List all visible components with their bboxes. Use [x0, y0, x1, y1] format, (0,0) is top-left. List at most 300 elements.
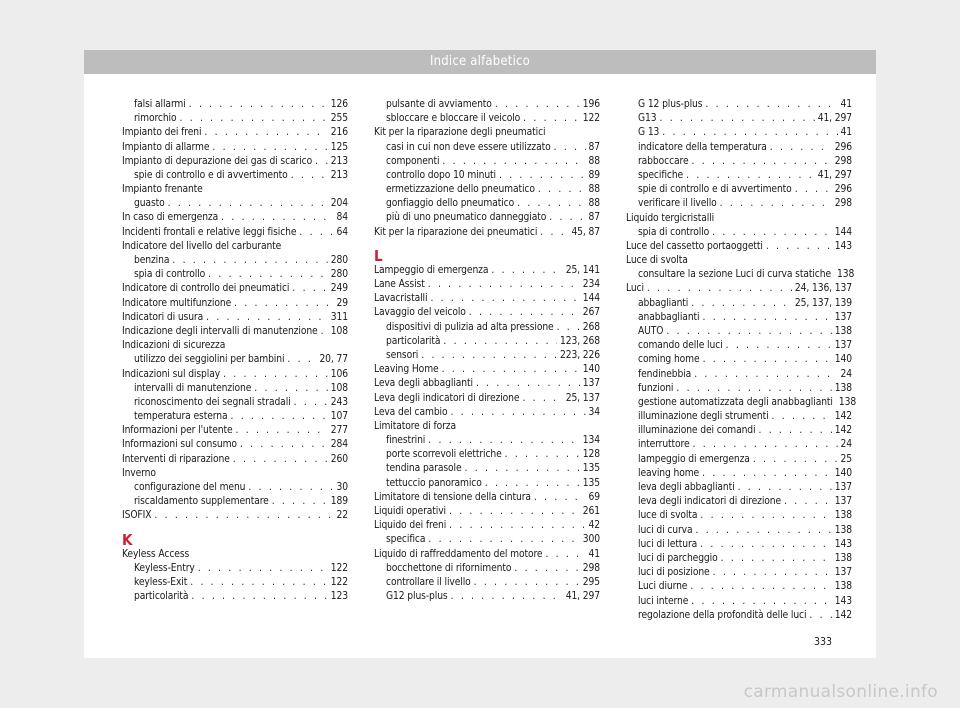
entry-page-ref: 143: [834, 538, 852, 550]
entry-text: Indicatore di controllo dei pneumatici: [122, 283, 290, 295]
entry-page-ref: 268: [582, 321, 600, 333]
entry-text: Indicazioni sul display: [122, 368, 221, 380]
dot-leader: [766, 240, 832, 254]
entry-page-ref: 204: [330, 198, 348, 210]
dot-leader: [221, 211, 333, 225]
dot-leader: [517, 197, 585, 211]
index-entry: [374, 491, 600, 505]
dot-leader: [451, 406, 586, 420]
entry-page-ref: 280: [330, 269, 348, 281]
entry-text: riscaldamento supplementare: [134, 496, 269, 508]
entry-page-ref: 107: [330, 411, 348, 423]
entry-page-ref: 30: [336, 482, 348, 494]
dot-leader: [272, 495, 328, 509]
dot-leader: [691, 595, 832, 609]
dot-leader: [315, 155, 328, 169]
index-subentry: [626, 297, 852, 311]
entry-page-ref: 135: [582, 477, 600, 489]
entry-page-ref: 41, 297: [565, 591, 600, 603]
entry-page-ref: 137: [582, 378, 600, 390]
entry-page-ref: 88: [588, 155, 600, 167]
dot-leader: [465, 462, 580, 476]
page-header: [84, 50, 876, 74]
index-entry: [374, 278, 600, 292]
entry-page-ref: 34: [588, 406, 600, 418]
dot-leader: [294, 396, 328, 410]
entry-page-ref: 140: [834, 467, 852, 479]
dot-leader: [784, 495, 832, 509]
index-subentry: [626, 98, 852, 112]
index-subentry: [374, 112, 600, 126]
entry-text: regolazione della profondità delle luci: [638, 609, 807, 621]
entry-page-ref: 260: [330, 453, 348, 465]
entry-text: tendina parasole: [386, 463, 462, 475]
entry-text: Indicatori di usura: [122, 311, 204, 323]
index-entry: [374, 226, 600, 240]
index-subentry: [122, 396, 348, 410]
dot-leader: [223, 368, 328, 382]
index-entry: [374, 406, 600, 420]
index-subentry: [626, 410, 852, 424]
entry-text: illuminazione dei comandi: [638, 425, 756, 437]
index-subentry: [626, 112, 852, 126]
entry-text: Impianto di allarme: [122, 141, 210, 153]
entry-text: funzioni: [638, 382, 674, 394]
entry-page-ref: 234: [582, 279, 600, 291]
entry-page-ref: 108: [330, 325, 348, 337]
entry-text: controllare il livello: [386, 576, 471, 588]
entry-text: illuminazione degli strumenti: [638, 411, 769, 423]
entry-text: Kit per la riparazione dei pneumatici: [374, 226, 538, 238]
entry-text: utilizzo dei seggiolini per bambini: [134, 354, 285, 366]
index-subentry: [122, 562, 348, 576]
entry-text: Interventi di riparazione: [122, 453, 230, 465]
dot-leader: [421, 349, 557, 363]
entry-text: configurazione del menu: [134, 482, 246, 494]
dot-leader: [208, 268, 328, 282]
entry-text: Lampeggio di emergenza: [374, 264, 489, 276]
index-subentry: [626, 439, 852, 453]
dot-leader: [694, 368, 837, 382]
index-heading: Kit per la riparazione degli pneumatici: [374, 127, 546, 139]
dot-leader: [168, 197, 328, 211]
entry-page-ref: 140: [834, 354, 852, 366]
entry-page-ref: 296: [834, 141, 852, 153]
entry-page-ref: 138: [834, 581, 852, 593]
dot-leader: [522, 392, 562, 406]
index-subentry: [626, 538, 852, 552]
index-subentry: [374, 590, 600, 604]
entry-page-ref: 142: [834, 425, 852, 437]
dot-leader: [499, 169, 586, 183]
entry-page-ref: 25, 137, 139: [794, 297, 852, 309]
entry-page-ref: 25, 137: [565, 392, 600, 404]
index-heading: Indicatore del livello del carburante: [122, 240, 282, 252]
dot-leader: [662, 126, 837, 140]
entry-page-ref: 298: [834, 155, 852, 167]
index-subentry: [122, 197, 348, 211]
entry-text: casi in cui non deve essere utilizzato: [386, 141, 551, 153]
entry-text: temperatura esterna: [134, 411, 228, 423]
entry-text: luci di posizione: [638, 567, 710, 579]
entry-page-ref: 87: [588, 212, 600, 224]
entry-page-ref: 29: [336, 297, 348, 309]
dot-leader: [700, 509, 831, 523]
entry-page-ref: 138: [834, 524, 852, 536]
index-subentry: [626, 339, 852, 353]
entry-text: Leva degli abbaglianti: [374, 378, 473, 390]
dot-leader: [236, 424, 328, 438]
entry-text: G12 plus-plus: [386, 591, 448, 603]
dot-leader: [772, 410, 832, 424]
entry-text: spie di controllo e di avvertimento: [134, 169, 288, 181]
dot-leader: [485, 477, 580, 491]
index-subentry: [122, 112, 348, 126]
index-entry: [122, 311, 348, 325]
entry-text: Luci: [626, 283, 644, 295]
dot-leader: [191, 590, 327, 604]
dot-leader: [198, 562, 328, 576]
dot-leader: [523, 112, 580, 126]
entry-page-ref: 45, 87: [571, 226, 600, 238]
index-entry: [122, 439, 348, 453]
entry-text: consultare la sezione Luci di curva statiche: [638, 269, 831, 281]
dot-leader: [442, 155, 585, 169]
index-subentry: [374, 533, 600, 547]
entry-page-ref: 41, 297: [817, 169, 852, 181]
index-subentry: [374, 155, 600, 169]
entry-page-ref: 138: [838, 396, 857, 408]
dot-leader: [292, 282, 327, 296]
entry-page-ref: 298: [834, 198, 852, 210]
index-subentry: [374, 335, 600, 349]
entry-page-ref: 122: [330, 576, 348, 588]
index-entry: [374, 264, 600, 278]
dot-leader: [474, 576, 580, 590]
index-subentry: [374, 197, 600, 211]
entry-page-ref: 126: [330, 98, 348, 110]
index-section-letter: K: [122, 530, 133, 549]
entry-page-ref: 311: [330, 311, 348, 323]
dot-leader: [321, 325, 328, 339]
page-number: 333: [813, 636, 832, 648]
dot-leader: [190, 576, 328, 590]
index-entry: [374, 377, 600, 391]
entry-page-ref: 255: [330, 113, 348, 125]
entry-text: intervalli di manutenzione: [134, 382, 252, 394]
index-subentry: [122, 353, 348, 367]
entry-page-ref: 213: [330, 155, 348, 167]
entry-page-ref: 42: [588, 520, 600, 532]
index-subentry: [626, 396, 857, 410]
entry-page-ref: 142: [834, 411, 852, 423]
index-subentry: [374, 448, 600, 462]
entry-text: finestrini: [386, 435, 426, 447]
entry-text: abbaglianti: [638, 297, 689, 309]
header-title: Indice alfabetico: [429, 54, 531, 69]
entry-text: gonfiaggio dello pneumatico: [386, 198, 515, 210]
entry-page-ref: 123: [330, 591, 348, 603]
index-subentry: [626, 481, 852, 495]
index-subentry: [122, 254, 348, 268]
dot-leader: [428, 533, 579, 547]
entry-text: Leva degli indicatori di direzione: [374, 392, 520, 404]
dot-leader: [451, 590, 563, 604]
index-subentry: [626, 595, 852, 609]
index-column-2: [374, 98, 600, 604]
entry-text: spie di controllo e di avvertimento: [638, 184, 792, 196]
dot-leader: [690, 580, 831, 594]
index-subentry: [374, 477, 600, 491]
entry-text: leaving home: [638, 467, 700, 479]
dot-leader: [154, 509, 333, 523]
entry-text: indicatore della temperatura: [638, 141, 767, 153]
index-entry: [122, 297, 348, 311]
dot-leader: [676, 382, 831, 396]
entry-page-ref: 243: [330, 396, 348, 408]
dot-leader: [476, 377, 580, 391]
entry-text: spia di controllo: [134, 269, 206, 281]
dot-leader: [713, 566, 832, 580]
dot-leader: [703, 353, 832, 367]
entry-page-ref: 138: [834, 552, 852, 564]
entry-text: Impianto dei freni: [122, 127, 202, 139]
dot-leader: [254, 382, 328, 396]
index-entry: [122, 368, 348, 382]
dot-leader: [442, 363, 580, 377]
entry-text: leva degli indicatori di direzione: [638, 496, 782, 508]
dot-leader: [770, 141, 832, 155]
entry-page-ref: 87: [588, 141, 600, 153]
entry-page-ref: 84: [336, 212, 348, 224]
index-entry: [122, 325, 348, 339]
dot-leader: [180, 112, 328, 126]
entry-text: benzina: [134, 255, 170, 267]
entry-page-ref: 122: [582, 113, 600, 125]
index-subentry: [626, 169, 852, 183]
dot-leader: [189, 98, 328, 112]
entry-page-ref: 298: [582, 562, 600, 574]
entry-page-ref: 122: [330, 562, 348, 574]
index-subentry: [626, 141, 852, 155]
dot-leader: [538, 183, 586, 197]
entry-text: guasto: [134, 198, 165, 210]
entry-text: falsi allarmi: [134, 98, 186, 110]
entry-page-ref: 24: [840, 439, 852, 451]
index-subentry: [626, 226, 852, 240]
index-subentry: [626, 609, 852, 623]
dot-leader: [299, 226, 333, 240]
entry-text: Luce del cassetto portaoggetti: [626, 240, 763, 252]
entry-text: controllo dopo 10 minuti: [386, 169, 496, 181]
entry-text: porte scorrevoli elettriche: [386, 449, 502, 461]
entry-page-ref: 284: [330, 439, 348, 451]
entry-text: sensori: [386, 349, 419, 361]
dot-leader: [720, 197, 832, 211]
dot-leader: [693, 438, 838, 452]
entry-page-ref: 137: [834, 340, 852, 352]
index-subentry: [374, 141, 600, 155]
entry-page-ref: 123, 268: [560, 335, 600, 347]
dot-leader: [705, 98, 837, 112]
entry-text: comando delle luci: [638, 340, 723, 352]
dot-leader: [549, 211, 585, 225]
dot-leader: [809, 609, 831, 623]
index-entry: [122, 155, 348, 169]
index-subentry: [626, 566, 852, 580]
entry-text: Impianto di depurazione dei gas di scarico: [122, 155, 313, 167]
dot-leader: [212, 141, 327, 155]
entry-page-ref: 144: [582, 293, 600, 305]
entry-text: ISOFIX: [122, 510, 152, 522]
entry-page-ref: 143: [834, 240, 852, 252]
entry-page-ref: 41: [840, 127, 852, 139]
entry-text: Leaving Home: [374, 364, 439, 376]
entry-page-ref: 295: [582, 576, 600, 588]
index-subentry: [122, 410, 348, 424]
dot-leader: [234, 297, 333, 311]
index-subentry: [122, 481, 348, 495]
index-subentry: [626, 580, 852, 594]
entry-page-ref: 300: [582, 534, 600, 546]
index-subentry: [122, 268, 348, 282]
dot-leader: [449, 505, 580, 519]
index-heading: Liquido tergicristalli: [626, 212, 715, 224]
index-entry: [122, 212, 348, 226]
entry-text: particolarità: [134, 591, 189, 603]
entry-text: Lavaggio del veicolo: [374, 307, 466, 319]
entry-page-ref: 108: [330, 382, 348, 394]
entry-text: Limitatore di tensione della cintura: [374, 491, 531, 503]
dot-leader: [712, 226, 832, 240]
dot-leader: [557, 321, 580, 335]
index-entry: [626, 240, 852, 254]
entry-text: tettuccio panoramico: [386, 477, 482, 489]
index-entry: [626, 282, 852, 296]
entry-page-ref: 106: [330, 368, 348, 380]
index-subentry: [626, 382, 852, 396]
entry-text: specifiche: [638, 169, 684, 181]
entry-page-ref: 135: [582, 463, 600, 475]
entry-page-ref: 137: [834, 496, 852, 508]
dot-leader: [545, 548, 585, 562]
entry-text: verificare il livello: [638, 198, 717, 210]
dot-leader: [647, 282, 792, 296]
dot-leader: [449, 519, 585, 533]
index-entry: [374, 363, 600, 377]
index-subentry: [374, 463, 600, 477]
index-entry: [122, 126, 348, 140]
entry-page-ref: 25, 141: [565, 264, 600, 276]
entry-text: Keyless-Entry: [134, 562, 195, 574]
entry-page-ref: 138: [836, 269, 855, 281]
index-subentry: [374, 98, 600, 112]
entry-text: sbloccare e bloccare il veicolo: [386, 113, 521, 125]
index-subentry: [374, 576, 600, 590]
entry-page-ref: 20, 77: [319, 354, 348, 366]
entry-text: Lane Assist: [374, 279, 425, 291]
entry-page-ref: 296: [834, 184, 852, 196]
entry-text: luci interne: [638, 595, 689, 607]
dot-leader: [738, 481, 832, 495]
entry-page-ref: 140: [582, 364, 600, 376]
entry-text: Informazioni per l'utente: [122, 425, 233, 437]
index-heading: Keyless Access: [122, 548, 190, 560]
entry-page-ref: 277: [330, 425, 348, 437]
index-heading: Indicazioni di sicurezza: [122, 340, 226, 352]
entry-page-ref: 134: [582, 435, 600, 447]
dot-leader: [428, 278, 580, 292]
entry-text: gestione automatizzata degli anabbaglianti: [638, 396, 833, 408]
entry-page-ref: 41: [840, 98, 852, 110]
entry-page-ref: 24: [840, 368, 852, 380]
entry-page-ref: 137: [834, 482, 852, 494]
dot-leader: [291, 169, 328, 183]
entry-page-ref: 128: [582, 449, 600, 461]
entry-text: Indicatore multifunzione: [122, 297, 232, 309]
entry-text: Lavacristalli: [374, 293, 428, 305]
entry-text: Leva del cambio: [374, 406, 448, 418]
entry-text: In caso di emergenza: [122, 212, 219, 224]
index-entry: [374, 548, 600, 562]
entry-page-ref: 138: [834, 510, 852, 522]
index-subentry: [626, 155, 852, 169]
index-entry: [374, 505, 600, 519]
index-column-3: [626, 98, 857, 623]
dot-leader: [702, 467, 832, 481]
dot-leader: [495, 98, 580, 112]
entry-text: Liquidi operativi: [374, 506, 446, 518]
index-heading: Impianto frenante: [122, 184, 203, 196]
entry-text: anabbaglianti: [638, 311, 700, 323]
entry-text: lampeggio di emergenza: [638, 453, 750, 465]
index-subentry: [626, 453, 852, 467]
entry-text: G 12 plus-plus: [638, 98, 703, 110]
dot-leader: [540, 226, 568, 240]
dot-leader: [233, 453, 328, 467]
index-subentry: [626, 268, 855, 282]
dot-leader: [691, 297, 792, 311]
dot-leader: [248, 481, 333, 495]
dot-leader: [753, 453, 838, 467]
dot-leader: [469, 306, 580, 320]
entry-text: fendinebbia: [638, 368, 692, 380]
dot-leader: [666, 325, 831, 339]
dot-leader: [204, 126, 327, 140]
dot-leader: [443, 335, 557, 349]
entry-text: rabboccare: [638, 155, 689, 167]
dot-leader: [230, 410, 327, 424]
index-subentry: [122, 98, 348, 112]
index-subentry: [374, 562, 600, 576]
dot-leader: [692, 155, 832, 169]
index-entry: [122, 453, 348, 467]
entry-text: luci di parcheggio: [638, 552, 718, 564]
index-entry: [374, 392, 600, 406]
entry-page-ref: 261: [582, 506, 600, 518]
index-column-1: [122, 98, 348, 604]
dot-leader: [514, 562, 579, 576]
entry-text: bocchettone di rifornimento: [386, 562, 512, 574]
index-subentry: [122, 382, 348, 396]
index-subentry: [122, 169, 348, 183]
index-subentry: [626, 126, 852, 140]
dot-leader: [206, 311, 328, 325]
entry-text: keyless-Exit: [134, 576, 188, 588]
entry-text: luce di svolta: [638, 510, 698, 522]
entry-page-ref: 88: [588, 184, 600, 196]
entry-text: luci di curva: [638, 524, 693, 536]
